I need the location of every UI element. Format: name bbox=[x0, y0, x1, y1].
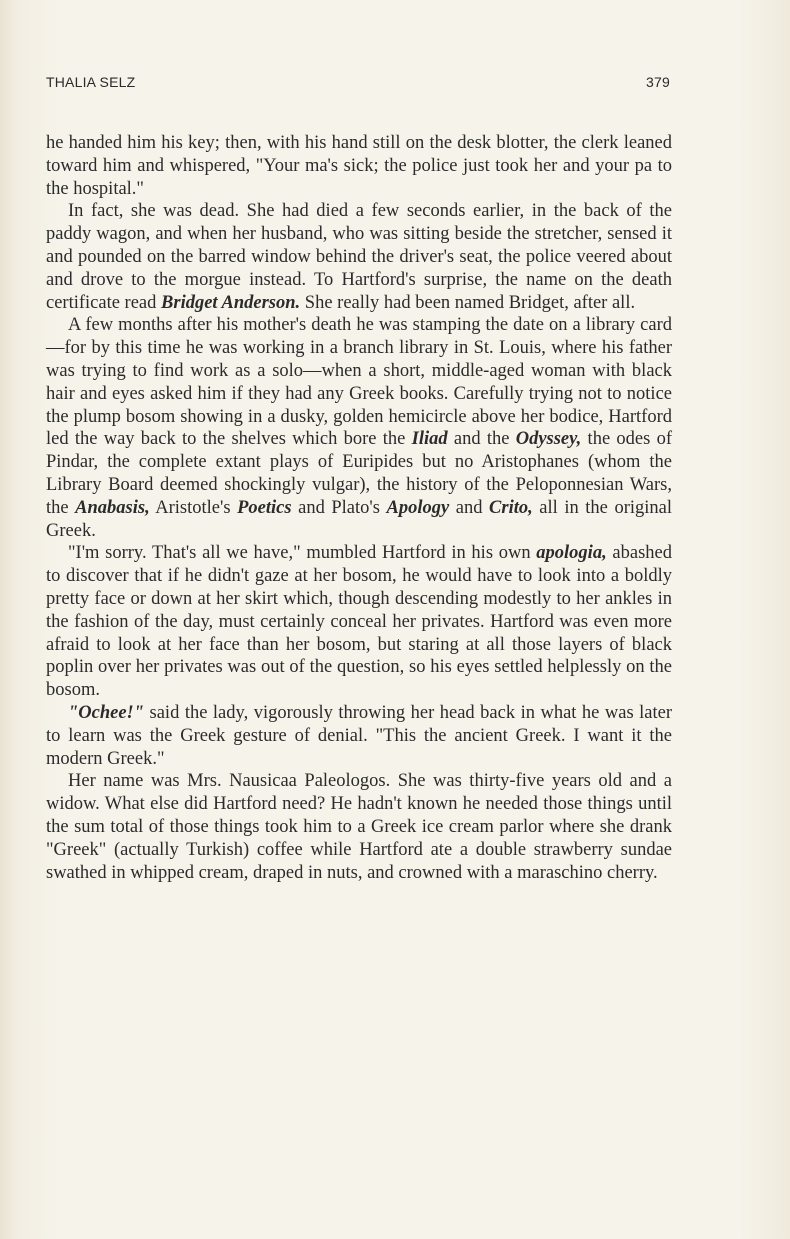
text-run: In fact, she was dead. She had died a few seconds earlier, in the back of the paddy wagon, and when her husband, who was sitting beside the stretcher, sensed it and pounded on the barred window behind the driver's seat, the police veered about and drove to the morgue instead. To Hartford's surprise, the name on the death certificate read bbox=[46, 201, 672, 313]
book-title-crito: Crito, bbox=[489, 497, 533, 518]
text-run: She really had been named Bridget, after all. bbox=[300, 292, 636, 313]
text-run: Aristotle's bbox=[149, 497, 238, 518]
running-head bbox=[46, 74, 670, 94]
text-run: and Plato's bbox=[291, 497, 387, 518]
book-title-poetics: Poetics bbox=[237, 497, 292, 518]
paragraph-5 bbox=[46, 702, 672, 770]
author-name: THALIA SELZ bbox=[46, 74, 136, 90]
paragraph-6 bbox=[46, 770, 672, 884]
text-run: said the lady, vigorously throwing her head back in what he was later to learn was the Greek gesture of denial. "This the ancient Greek. I want it the modern Greek." bbox=[46, 702, 672, 769]
text-run: he handed him his key; then, with his hand still on the desk blotter, the clerk leaned toward him and whispered, "Your ma's sick; the police just took her and your pa to the hospital." bbox=[46, 133, 672, 199]
paragraph-4 bbox=[46, 542, 672, 702]
body-text bbox=[46, 132, 672, 884]
page-number: 379 bbox=[646, 74, 670, 90]
book-title-anabasis: Anabasis, bbox=[75, 497, 150, 518]
text-run: the odes of Pindar, the complete extant plays of Euripides but no Aristophanes (whom the Library Board deemed shockingly vulgar), the history of the Peloponnesian Wars, the bbox=[46, 429, 672, 518]
text-run: and the bbox=[447, 429, 516, 450]
text-run: Her name was Mrs. Nausicaa Paleologos. She was thirty-five years old and a widow. What else did Hartford need? He hadn't known he needed those things until the sum total of those things took him to a Greek ice cream parlor where she drank "Greek" (actually Turkish) coffee while Hartford ate a double strawberry sundae swathed in whipped cream, draped in nuts, and crowned with a maraschino cherry. bbox=[46, 771, 672, 883]
italic-name-bridget-anderson: Bridget Anderson. bbox=[161, 292, 301, 313]
book-title-iliad: Iliad bbox=[411, 429, 448, 450]
text-run: A few months after his mother's death he was stamping the date on a library card—for by this time he was working in a branch library in St. Louis, where his father was trying to find work as a solo—when a short, middle-aged woman with black hair and eyes asked him if they had any Greek books. Carefully trying not to notice the plump bosom showing in a dusky, golden hemicircle above her bodice, Hartford led the way back to the shelves which bore the bbox=[46, 315, 672, 450]
book-title-odyssey: Odyssey, bbox=[515, 429, 582, 450]
text-run: abashed to discover that if he didn't gaze at her bosom, he would have to look into a boldly pretty face or down at her skirt which, though descending modestly to her ankles in the fashion of the day, must certainly conceal her privates. Hartford was even more afraid to look at her face than her bosom, but staring at all those layers of black poplin over her privates was out of the question, so his eyes settled helplessly on the bosom. bbox=[46, 543, 672, 701]
italic-word-ochee: "Ochee!" bbox=[68, 702, 145, 723]
italic-word-apologia: apologia, bbox=[536, 543, 607, 564]
paragraph-3 bbox=[46, 314, 672, 542]
book-title-apology: Apology bbox=[386, 497, 450, 518]
text-run: "I'm sorry. That's all we have," mumbled Hartford in his own bbox=[68, 543, 537, 564]
text-run: all in the original Greek. bbox=[46, 497, 672, 541]
paragraph-2 bbox=[46, 200, 672, 314]
text-run: and bbox=[449, 497, 490, 518]
paragraph-1 bbox=[46, 132, 672, 200]
